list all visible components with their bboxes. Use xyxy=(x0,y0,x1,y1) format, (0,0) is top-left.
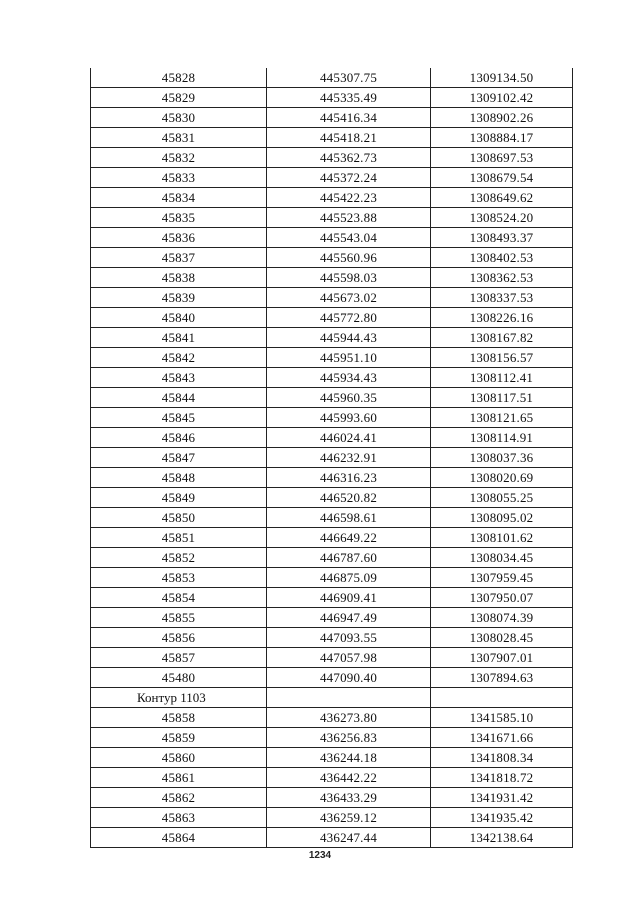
point-number-cell: 45832 xyxy=(91,148,267,168)
table-row xyxy=(91,808,573,828)
x-coordinate-cell: 445934.43 xyxy=(267,368,431,388)
y-coordinate-cell: 1308697.53 xyxy=(431,148,573,168)
table-row xyxy=(91,608,573,628)
table-row xyxy=(91,128,573,148)
coordinates-table xyxy=(90,68,573,848)
y-coordinate-cell: 1308226.16 xyxy=(431,308,573,328)
table-row xyxy=(91,788,573,808)
y-coordinate-cell: 1308337.53 xyxy=(431,288,573,308)
point-number-cell: 45854 xyxy=(91,588,267,608)
coordinates-table-body xyxy=(91,68,573,848)
y-coordinate-cell: 1341585.10 xyxy=(431,708,573,728)
x-coordinate-cell: 445598.03 xyxy=(267,268,431,288)
x-coordinate-cell: 445416.34 xyxy=(267,108,431,128)
contour-header-row xyxy=(91,688,573,708)
x-coordinate-cell: 436273.80 xyxy=(267,708,431,728)
point-number-cell: 45480 xyxy=(91,668,267,688)
y-coordinate-cell: 1308020.69 xyxy=(431,468,573,488)
table-row xyxy=(91,668,573,688)
table-row xyxy=(91,468,573,488)
y-coordinate-cell: 1309134.50 xyxy=(431,68,573,88)
x-coordinate-cell: 445335.49 xyxy=(267,88,431,108)
point-number-cell: 45842 xyxy=(91,348,267,368)
y-coordinate-cell: 1308156.57 xyxy=(431,348,573,368)
point-number-cell: 45843 xyxy=(91,368,267,388)
point-number-cell: 45864 xyxy=(91,828,267,848)
point-number-cell: 45863 xyxy=(91,808,267,828)
x-coordinate-cell: 445523.88 xyxy=(267,208,431,228)
point-number-cell: 45852 xyxy=(91,548,267,568)
y-coordinate-cell: 1307950.07 xyxy=(431,588,573,608)
y-coordinate-cell: 1308167.82 xyxy=(431,328,573,348)
point-number-cell: 45847 xyxy=(91,448,267,468)
x-coordinate-cell: 436442.22 xyxy=(267,768,431,788)
y-coordinate-cell: 1308902.26 xyxy=(431,108,573,128)
x-coordinate-cell: 446520.82 xyxy=(267,488,431,508)
y-coordinate-cell: 1308493.37 xyxy=(431,228,573,248)
table-row xyxy=(91,408,573,428)
y-coordinate-cell: 1307959.45 xyxy=(431,568,573,588)
table-row xyxy=(91,328,573,348)
point-number-cell: 45849 xyxy=(91,488,267,508)
y-coordinate-cell: 1308114.91 xyxy=(431,428,573,448)
y-coordinate-cell: 1308034.45 xyxy=(431,548,573,568)
point-number-cell: 45853 xyxy=(91,568,267,588)
table-row xyxy=(91,168,573,188)
table-row xyxy=(91,368,573,388)
table-row xyxy=(91,528,573,548)
x-coordinate-cell: 436247.44 xyxy=(267,828,431,848)
point-number-cell: 45837 xyxy=(91,248,267,268)
x-coordinate-cell: 446947.49 xyxy=(267,608,431,628)
table-row xyxy=(91,708,573,728)
table-row xyxy=(91,508,573,528)
table-row xyxy=(91,188,573,208)
y-coordinate-cell: 1308402.53 xyxy=(431,248,573,268)
table-row xyxy=(91,748,573,768)
y-coordinate-cell: 1341931.42 xyxy=(431,788,573,808)
point-number-cell: 45839 xyxy=(91,288,267,308)
table-row xyxy=(91,268,573,288)
table-row xyxy=(91,728,573,748)
y-coordinate-cell: 1341808.34 xyxy=(431,748,573,768)
table-row xyxy=(91,348,573,368)
x-coordinate-cell: 446875.09 xyxy=(267,568,431,588)
point-number-cell: 45855 xyxy=(91,608,267,628)
x-coordinate-cell: 436256.83 xyxy=(267,728,431,748)
y-coordinate-cell: 1308121.65 xyxy=(431,408,573,428)
y-coordinate-cell: 1308524.20 xyxy=(431,208,573,228)
point-number-cell: 45830 xyxy=(91,108,267,128)
point-number-cell: 45833 xyxy=(91,168,267,188)
y-coordinate-cell: 1308055.25 xyxy=(431,488,573,508)
table-row xyxy=(91,488,573,508)
empty-cell xyxy=(431,688,573,708)
table-row xyxy=(91,248,573,268)
contour-label: Контур 1103 xyxy=(91,688,267,708)
y-coordinate-cell: 1308112.41 xyxy=(431,368,573,388)
y-coordinate-cell: 1341935.42 xyxy=(431,808,573,828)
y-coordinate-cell: 1308117.51 xyxy=(431,388,573,408)
x-coordinate-cell: 446232.91 xyxy=(267,448,431,468)
point-number-cell: 45840 xyxy=(91,308,267,328)
point-number-cell: 45841 xyxy=(91,328,267,348)
x-coordinate-cell: 446787.60 xyxy=(267,548,431,568)
x-coordinate-cell: 445543.04 xyxy=(267,228,431,248)
table-row xyxy=(91,288,573,308)
point-number-cell: 45848 xyxy=(91,468,267,488)
x-coordinate-cell: 445772.80 xyxy=(267,308,431,328)
x-coordinate-cell: 446024.41 xyxy=(267,428,431,448)
y-coordinate-cell: 1308074.39 xyxy=(431,608,573,628)
point-number-cell: 45858 xyxy=(91,708,267,728)
empty-cell xyxy=(267,688,431,708)
y-coordinate-cell: 1342138.64 xyxy=(431,828,573,848)
x-coordinate-cell: 445422.23 xyxy=(267,188,431,208)
x-coordinate-cell: 445418.21 xyxy=(267,128,431,148)
point-number-cell: 45844 xyxy=(91,388,267,408)
y-coordinate-cell: 1309102.42 xyxy=(431,88,573,108)
x-coordinate-cell: 436259.12 xyxy=(267,808,431,828)
point-number-cell: 45828 xyxy=(91,68,267,88)
table-row xyxy=(91,388,573,408)
table-row xyxy=(91,768,573,788)
table-row xyxy=(91,148,573,168)
x-coordinate-cell: 446316.23 xyxy=(267,468,431,488)
x-coordinate-cell: 445944.43 xyxy=(267,328,431,348)
y-coordinate-cell: 1308095.02 xyxy=(431,508,573,528)
point-number-cell: 45846 xyxy=(91,428,267,448)
x-coordinate-cell: 436433.29 xyxy=(267,788,431,808)
point-number-cell: 45838 xyxy=(91,268,267,288)
x-coordinate-cell: 445951.10 xyxy=(267,348,431,368)
table-row xyxy=(91,448,573,468)
x-coordinate-cell: 445673.02 xyxy=(267,288,431,308)
x-coordinate-cell: 445993.60 xyxy=(267,408,431,428)
x-coordinate-cell: 446909.41 xyxy=(267,588,431,608)
point-number-cell: 45829 xyxy=(91,88,267,108)
point-number-cell: 45859 xyxy=(91,728,267,748)
table-row xyxy=(91,568,573,588)
table-row xyxy=(91,108,573,128)
y-coordinate-cell: 1308679.54 xyxy=(431,168,573,188)
y-coordinate-cell: 1308362.53 xyxy=(431,268,573,288)
x-coordinate-cell: 445362.73 xyxy=(267,148,431,168)
x-coordinate-cell: 436244.18 xyxy=(267,748,431,768)
point-number-cell: 45831 xyxy=(91,128,267,148)
x-coordinate-cell: 446649.22 xyxy=(267,528,431,548)
point-number-cell: 45850 xyxy=(91,508,267,528)
y-coordinate-cell: 1308649.62 xyxy=(431,188,573,208)
table-row xyxy=(91,648,573,668)
table-row xyxy=(91,228,573,248)
table-row xyxy=(91,628,573,648)
x-coordinate-cell: 447093.55 xyxy=(267,628,431,648)
y-coordinate-cell: 1307907.01 xyxy=(431,648,573,668)
x-coordinate-cell: 446598.61 xyxy=(267,508,431,528)
x-coordinate-cell: 447090.40 xyxy=(267,668,431,688)
y-coordinate-cell: 1307894.63 xyxy=(431,668,573,688)
y-coordinate-cell: 1308101.62 xyxy=(431,528,573,548)
point-number-cell: 45835 xyxy=(91,208,267,228)
table-row xyxy=(91,588,573,608)
table-row xyxy=(91,308,573,328)
y-coordinate-cell: 1308028.45 xyxy=(431,628,573,648)
table-row xyxy=(91,428,573,448)
point-number-cell: 45851 xyxy=(91,528,267,548)
point-number-cell: 45836 xyxy=(91,228,267,248)
point-number-cell: 45857 xyxy=(91,648,267,668)
point-number-cell: 45856 xyxy=(91,628,267,648)
x-coordinate-cell: 447057.98 xyxy=(267,648,431,668)
x-coordinate-cell: 445307.75 xyxy=(267,68,431,88)
point-number-cell: 45834 xyxy=(91,188,267,208)
y-coordinate-cell: 1341818.72 xyxy=(431,768,573,788)
y-coordinate-cell: 1308037.36 xyxy=(431,448,573,468)
table-row xyxy=(91,828,573,848)
table-row xyxy=(91,548,573,568)
point-number-cell: 45861 xyxy=(91,768,267,788)
point-number-cell: 45862 xyxy=(91,788,267,808)
table-row xyxy=(91,208,573,228)
point-number-cell: 45845 xyxy=(91,408,267,428)
x-coordinate-cell: 445560.96 xyxy=(267,248,431,268)
table-row xyxy=(91,88,573,108)
x-coordinate-cell: 445372.24 xyxy=(267,168,431,188)
y-coordinate-cell: 1341671.66 xyxy=(431,728,573,748)
point-number-cell: 45860 xyxy=(91,748,267,768)
y-coordinate-cell: 1308884.17 xyxy=(431,128,573,148)
page-number: 1234 xyxy=(308,850,332,861)
x-coordinate-cell: 445960.35 xyxy=(267,388,431,408)
table-row xyxy=(91,68,573,88)
